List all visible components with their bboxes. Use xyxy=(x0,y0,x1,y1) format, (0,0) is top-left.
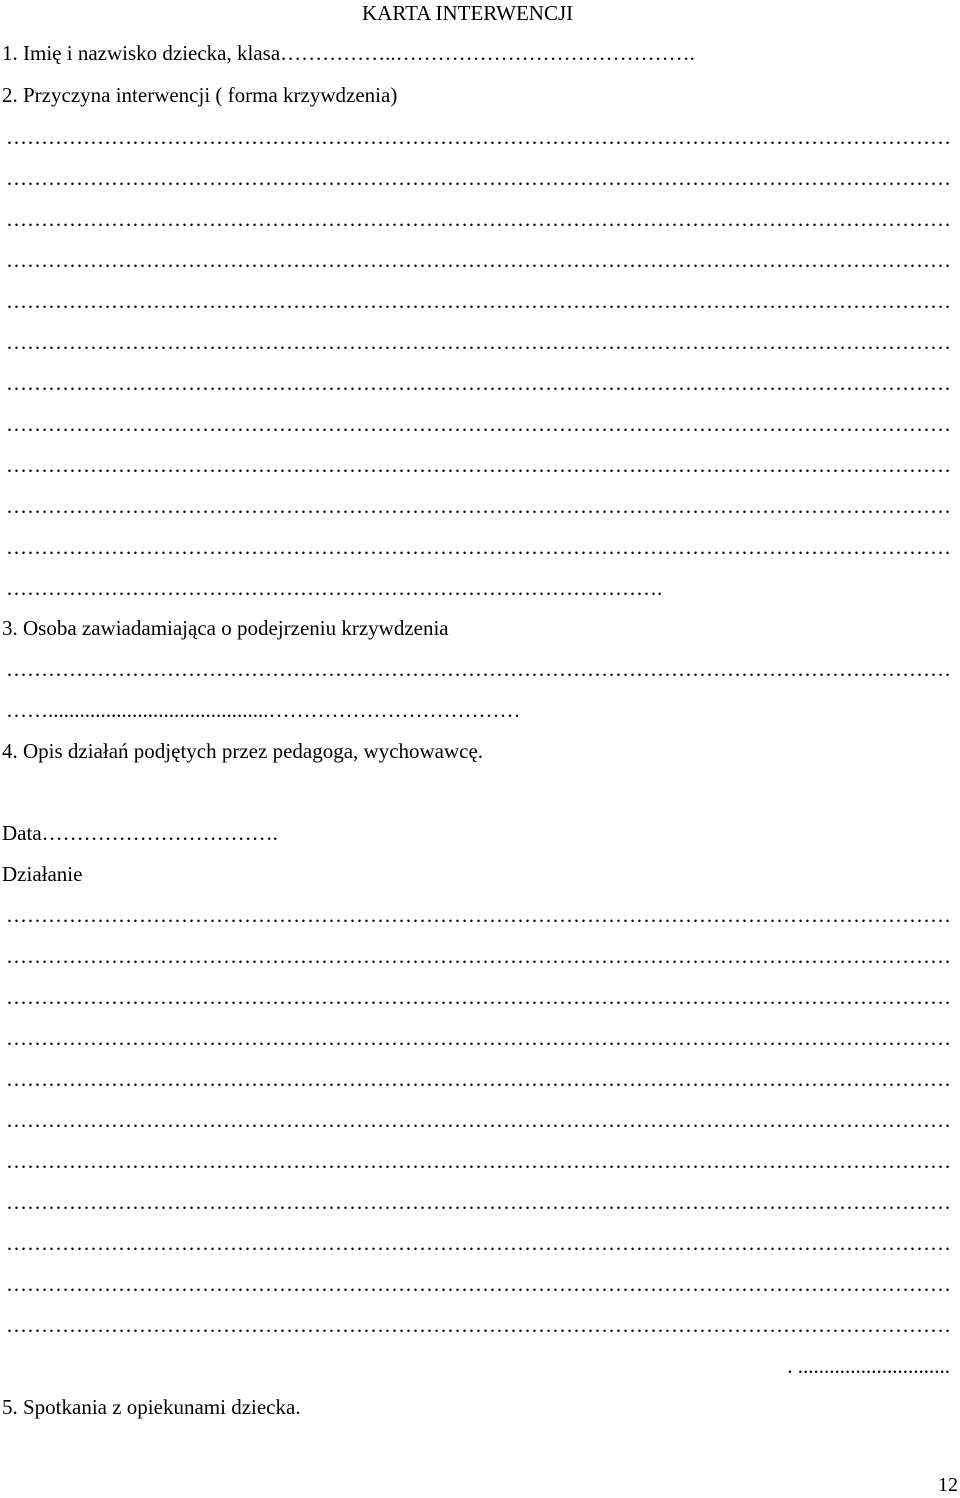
dotted-line-end: . ............................. xyxy=(787,1354,950,1378)
dotted-line xyxy=(6,1271,950,1297)
date-field: Data……………………………. xyxy=(2,821,278,845)
guardian-meetings-heading: 5. Spotkania z opiekunami dziecka. xyxy=(2,1395,301,1419)
child-name-field: 1. Imię i nazwisko dziecka, klasa……………..……………………………………. xyxy=(2,41,695,65)
dotted-line xyxy=(6,206,950,232)
document-title: KARTA INTERWENCJI xyxy=(362,1,574,25)
dotted-line xyxy=(6,124,950,150)
action-label: Działanie xyxy=(2,862,83,886)
dotted-line xyxy=(6,493,950,519)
actions-description-heading: 4. Opis działań podjętych przez pedagoga, wychowawcę. xyxy=(2,739,484,763)
dotted-line xyxy=(6,411,950,437)
dotted-line xyxy=(6,370,950,396)
dotted-line xyxy=(6,656,950,682)
reporting-person-heading: 3. Osoba zawiadamiająca o podejrzeniu krzywdzenia xyxy=(2,616,449,640)
dotted-line xyxy=(6,329,950,355)
dotted-line xyxy=(6,1107,950,1133)
dotted-line xyxy=(6,1025,950,1051)
dotted-line xyxy=(6,1148,950,1174)
dotted-line-mixed: ……..........................................……………………………… xyxy=(6,698,521,722)
dotted-line xyxy=(6,534,950,560)
dotted-line xyxy=(6,247,950,273)
dotted-line xyxy=(6,1066,950,1092)
dotted-line xyxy=(6,943,950,969)
dotted-line xyxy=(6,1230,950,1256)
dotted-line xyxy=(6,902,950,928)
dotted-line xyxy=(6,165,950,191)
dotted-line xyxy=(6,984,950,1010)
dotted-line xyxy=(6,452,950,478)
dotted-line xyxy=(6,1312,950,1338)
intervention-reason-heading: 2. Przyczyna interwencji ( forma krzywdzenia) xyxy=(2,83,398,107)
dotted-line-last: …………………………………………………………………………………. xyxy=(6,576,663,600)
dotted-line xyxy=(6,288,950,314)
dotted-line xyxy=(6,1189,950,1215)
page-number: 12 xyxy=(938,1474,958,1496)
